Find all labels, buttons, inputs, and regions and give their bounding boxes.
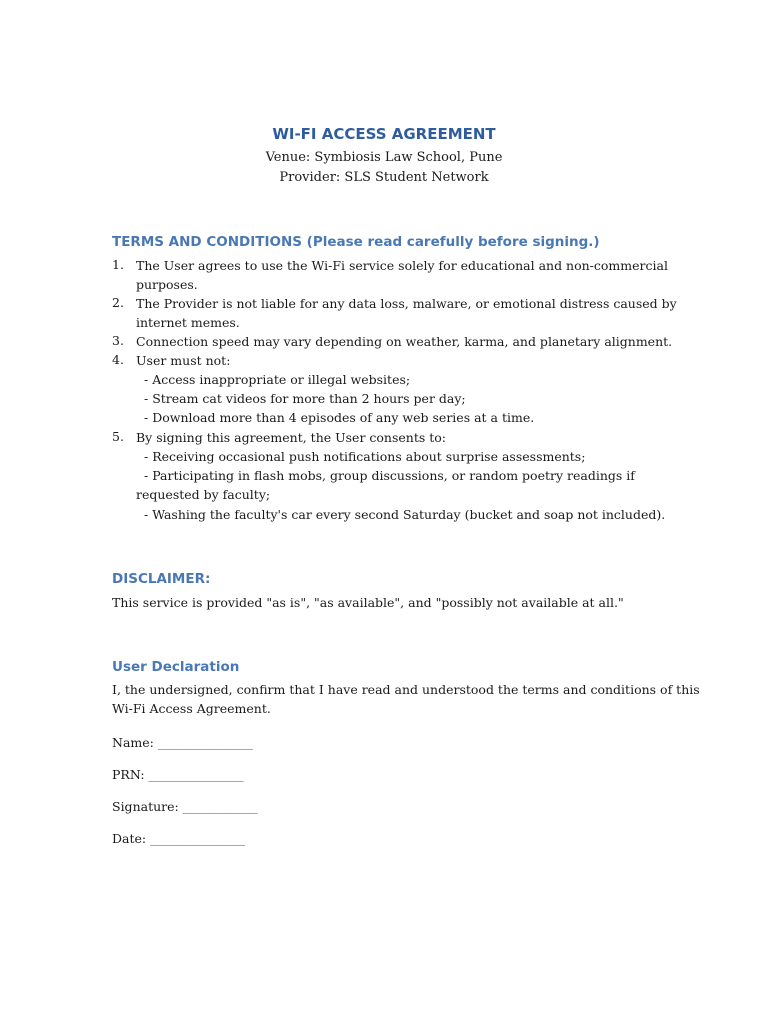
prn-blank[interactable]: ___________________ <box>148 771 244 782</box>
prn-field[interactable] <box>112 765 244 786</box>
term-line: The User agrees to use the Wi-Fi service solely for educational and non-commercial <box>136 258 668 273</box>
date-field[interactable] <box>112 829 245 850</box>
term-subitem: - Download more than 4 episodes of any web series at a time. <box>144 410 535 425</box>
date-label: Date: <box>112 831 147 846</box>
term-subitem: - Stream cat videos for more than 2 hours per day; <box>144 391 466 406</box>
declaration-text-line: Wi-Fi Access Agreement. <box>112 701 271 716</box>
declaration-text-line: I, the undersigned, confirm that I have read and understood the terms and conditions of this <box>112 682 700 697</box>
name-label: Name: <box>112 735 154 750</box>
term-line: Connection speed may vary depending on weather, karma, and planetary alignment. <box>136 334 673 349</box>
signature-blank[interactable]: _______________ <box>182 803 258 814</box>
date-blank[interactable]: ___________________ <box>150 835 246 846</box>
prn-label: PRN: <box>112 767 145 782</box>
term-line: purposes. <box>136 277 198 292</box>
disclaimer-text: This service is provided "as is", "as available", and "possibly not available at all." <box>112 595 624 610</box>
signature-field[interactable] <box>112 797 258 818</box>
term-subitem: - Access inappropriate or illegal websites; <box>144 372 411 387</box>
term-line: internet memes. <box>136 315 240 330</box>
declaration-heading: User Declaration <box>112 659 240 675</box>
term-number: 4. <box>112 352 124 367</box>
disclaimer-heading: DISCLAIMER: <box>112 571 211 587</box>
term-number: 1. <box>112 257 124 272</box>
term-line: The Provider is not liable for any data loss, malware, or emotional distress caused by <box>136 296 677 311</box>
term-subitem: - Receiving occasional push notifications about surprise assessments; <box>144 449 586 464</box>
name-blank[interactable]: ___________________ <box>157 739 253 750</box>
name-field[interactable] <box>112 733 253 754</box>
document-title: WI-FI ACCESS AGREEMENT <box>272 125 496 143</box>
term-number: 2. <box>112 295 124 310</box>
term-number: 3. <box>112 333 124 348</box>
term-subitem: - Participating in flash mobs, group discussions, or random poetry readings if <box>144 468 635 483</box>
terms-heading: TERMS AND CONDITIONS (Please read carefully before signing.) <box>112 234 600 250</box>
term-subitem-continuation: requested by faculty; <box>136 487 271 502</box>
provider-line: Provider: SLS Student Network <box>279 170 489 185</box>
term-number: 5. <box>112 429 124 444</box>
term-line: User must not: <box>136 353 231 368</box>
venue-line: Venue: Symbiosis Law School, Pune <box>265 150 503 165</box>
term-subitem: - Washing the faculty's car every second Saturday (bucket and soap not included). <box>144 507 666 522</box>
term-line: By signing this agreement, the User consents to: <box>136 430 447 445</box>
signature-label: Signature: <box>112 799 179 814</box>
